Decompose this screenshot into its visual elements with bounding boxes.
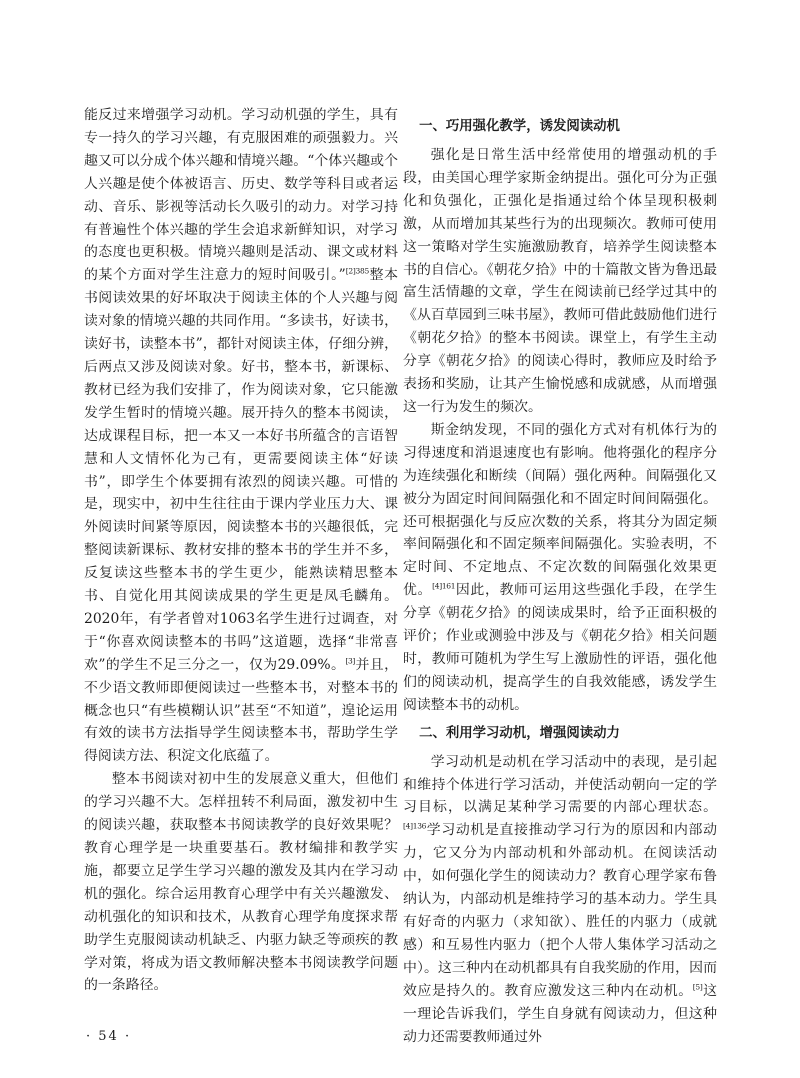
- text-run: 能反过来增强学习动机。学习动机强的学生，具有专一持久的学习兴趣，有克服困难的顽强毅力。兴趣又可以分成个体兴趣和情境兴趣。“个体兴趣或个人兴趣是使个体被语言、历史、数学等科目或者运动、音乐、影视等活动长久吸引的动力。对学习持有普遍性个体兴趣的学生会追求新鲜知识，对学习的态度也更积极。情境兴趣则是活动、课文或材料的某个方面对学生注意力的短时间吸引。”: [84, 107, 398, 284]
- citation-marker: [4]136: [403, 821, 427, 831]
- right-column: [403, 116, 717, 1048]
- paragraph: [84, 768, 398, 997]
- citation-marker: [5]: [692, 982, 703, 992]
- text-run: 斯金纳发现，不同的强化方式对有机体行为的习得速度和消退速度也有影响。他将强化的程序分为连续强化和断续（间隔）强化两种。间隔强化又被分为固定时间间隔强化和不固定时间间隔强化。还可根据强化与反应次数的关系，将其分为固定频率间隔强化和不固定频率间隔强化。实验表明，不定时间、不定地点、不定次数的间隔强化效果更优。: [403, 421, 717, 599]
- section-heading: 二、利用学习动机，增强阅读动力: [419, 725, 620, 741]
- paragraph: [403, 419, 717, 717]
- text-run: 这一理论告诉我们，学生自身就有阅读动力，但这种动力还需要教师通过外: [403, 982, 717, 1045]
- page-number: · 54 ·: [86, 1029, 132, 1044]
- text-run: 强化是日常生活中经常使用的增强动机的手段，由美国心理学家斯金纳提出。强化可分为正强化和负强化，正强化是指通过给个体呈现积极刺激，从而增加其某些行为的出现频次。教师可使用这一策略对学生实施激励教育，培养学生阅读整本书的自信心。《朝花夕拾》中的十篇散文皆为鲁迅最富生活情趣的文章，学生在阅读前已经学过其中的《从百草园到三味书屋》，教师可借此鼓励他们进行《朝花夕拾》的整本书阅读。课堂上，有学生主动分享《朝花夕拾》的阅读心得时，教师应及时给予表扬和奖励，让其产生愉悦感和成就感，从而增强这一行为发生的频次。: [403, 147, 717, 415]
- text-run: 学习动机是直接推动学习行为的原因和内部动力，它又分为内部动机和外部动机。在阅读活动中，如何强化学生的阅读动力？教育心理学家布鲁纳认为，内部动机是维持学习的基本动力。学生具有好奇的内驱力（求知欲）、胜任的内驱力（成就感）和互易性内驱力（把个人带人集体学习活动之中）。这三种内在动机都具有自我奖励的作用，因而效应是持久的。教育应激发这三种内在动机。: [403, 822, 717, 999]
- paragraph: [84, 104, 398, 768]
- text-run: 因此，教师可运用这些强化手段，在学生分享《朝花夕拾》的阅读成果时，给予正面积极的评价；作业或测验中涉及与《朝花夕拾》相关问题时，教师可随机为学生写上激励性的评语，强化他们的阅读动机，提高学生的自我效能感，诱发学生阅读整本书的动机。: [403, 582, 717, 713]
- text-run: 并且，不少语文教师即便阅读过一些整本书，对整本书的概念也只“有些模糊认识”甚至“不知道”，遑论运用有效的读书方法指导学生阅读整本书，帮助学生学得阅读方法、积淀文化底蕴了。: [84, 656, 398, 765]
- citation-marker: [4]161: [432, 581, 456, 591]
- text-run: 整本书阅读效果的好坏取决于阅读主体的个人兴趣与阅读对象的情境兴趣的共同作用。“多读书，好读书，读好书，读整本书”，都针对阅读主体，仔细分辨，后两点又涉及阅读对象。好书，整本书，新课标、教材已经为我们安排了，作为阅读对象，它只能激发学生暂时的情境兴趣。展开持久的整本书阅读，达成课程目标，把一本又一本好书所蕴含的言语智慧和人文情怀化为己有，更需要阅读主体“好读书”，即学生个体要拥有浓烈的阅读兴趣。可惜的是，现实中，初中生往往由于课内学业压力大、课外阅读时间紧等原因，阅读整本书的兴趣很低，完整阅读新课标、教材安排的整本书的学生并不多，反复读这些整本书的学生更少，能熟读精思整本书、自觉化用其阅读成果的学生更是凤毛麟角。2020年，有学者曾对1063名学生进行过调查，对于“你喜欢阅读整本的书吗”这道题，选择“非常喜欢”的学生不足三分之一，仅为29.09%。: [84, 267, 398, 673]
- section-heading: 一、巧用强化教学，诱发阅读动机: [419, 119, 620, 134]
- paragraph: [403, 144, 717, 419]
- citation-marker: [2]385: [345, 266, 369, 276]
- paragraph: [403, 751, 717, 1049]
- left-column: [84, 104, 398, 997]
- citation-marker: [3]: [345, 656, 356, 666]
- text-run: 学习动机是动机在学习活动中的表现，是引起和维持个体进行学习活动，并使活动朝向一定的学习目标，以满足某种学习需要的内部心理状态。: [403, 753, 717, 816]
- text-run: 整本书阅读对初中生的发展意义重大，但他们的学习兴趣不大。怎样扭转不利局面，激发初中生的阅读兴趣，获取整本书阅读教学的良好效果呢？教育心理学是一块重要基石。教材编排和教学实施，都要立足学生学习兴趣的激发及其内在学习动机的强化。综合运用教育心理学中有关兴趣激发、动机强化的知识和技术，从教育心理学角度探求帮助学生克服阅读动机缺乏、内驱力缺乏等顽疾的教学对策，将成为语文教师解决整本书阅读教学问题的一条路径。: [84, 771, 398, 994]
